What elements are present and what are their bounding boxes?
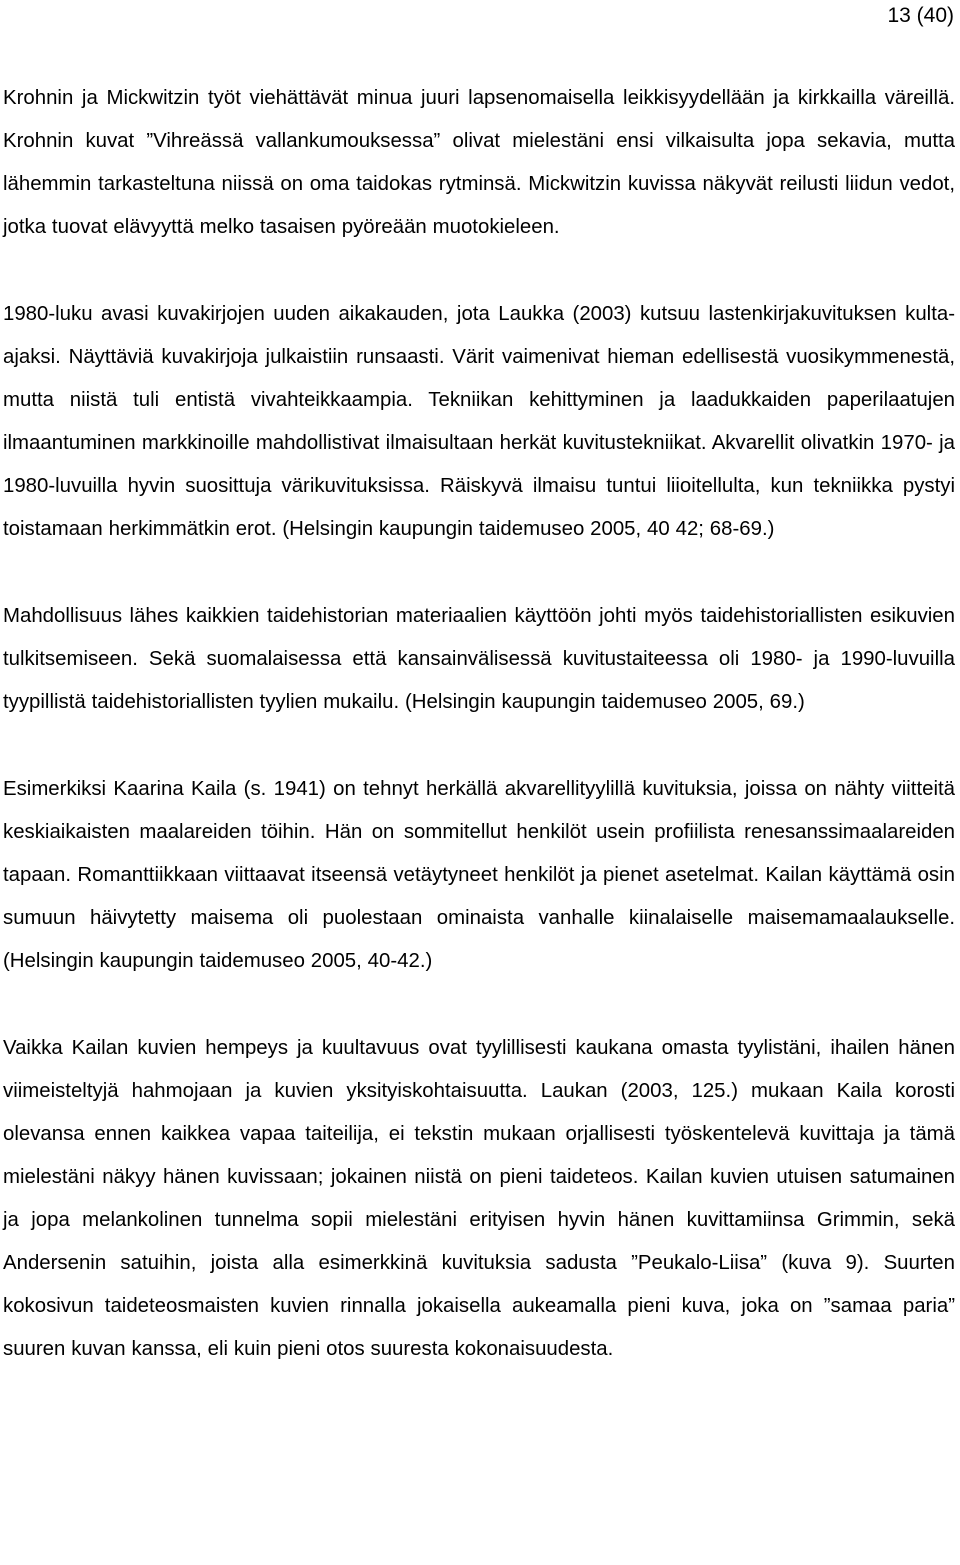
paragraph-art-history-models: Mahdollisuus lähes kaikkien taidehistorian materiaalien käyttöön johti myös taidehistoriallisten esikuvien tulkitsemiseen. Sekä suomalaisessa että kansainvälisessä kuvitustaiteessa oli 1980- ja 1990-luvuilla tyypillistä taidehistoriallisten tyylien mukailu. (Helsingin kaupungin taidemuseo 2005, 69.) — [3, 605, 955, 713]
paragraph-kaila-style: Vaikka Kailan kuvien hempeys ja kuultavuus ovat tyylillisesti kaukana omasta tyylistäni, ihailen hänen viimeisteltyjä hahmojaan ja kuvien yksityiskohtaisuutta. Laukan (2003, 125.) mukaan Kaila korosti olevansa ennen kaikkea vapaa taiteilija, ei tekstin mukaan orjallisesti työskentelevä kuvittaja ja tämä mielestäni näkyy hänen kuvissaan; jokainen niistä on pieni taideteos. Kailan kuvien utuisen satumainen ja jopa melankolinen tunnelma sopii mielestäni erityisen hyvin hänen kuvittamiinsa Grimmin, sekä Andersenin satuihin, joista alla esimerkkinä kuvituksia sadusta ”Peukalo-Liisa” (kuva 9). Suurten kokosivun taideteosmaisten kuvien rinnalla jokaisella aukeamalla pieni kuva, joka on ”samaa paria” suuren kuvan kanssa, eli kuin pieni otos suuresta kokonaisuudesta. — [3, 1037, 955, 1360]
paragraph-kaarina-kaila: Esimerkiksi Kaarina Kaila (s. 1941) on tehnyt herkällä akvarellityylillä kuvituksia, joissa on nähty viitteitä keskiaikaisten maalareiden töihin. Hän on sommitellut henkilöt usein profiilista renesanssimaalareiden tapaan. Romanttiikkaan viittaavat itseensä vetäytyneet henkilöt ja pienet asetelmat. Kailan käyttämä osin sumuun häivytetty maisema oli puolestaan ominaista vanhalle kiinalaiselle maisemamaalaukselle. (Helsingin kaupungin taidemuseo 2005, 40-42.) — [3, 778, 955, 972]
page-number: 13 (40) — [887, 4, 954, 27]
paragraph-1980s-picture-books: 1980-luku avasi kuvakirjojen uuden aikakauden, jota Laukka (2003) kutsuu lastenkirjakuvituksen kulta-ajaksi. Näyttäviä kuvakirjoja julkaistiin runsaasti. Värit vaimenivat hieman edellisestä vuosikymmenestä, mutta niistä tuli entistä vivahteikkaampia. Tekniikan kehittyminen ja laadukkaiden paperilaatujen ilmaantuminen markkinoille mahdollistivat ilmaisultaan herkät kuvitustekniikat. Akvarellit olivatkin 1970- ja 1980-luvuilla hyvin suosittuja värikuvituksissa. Räiskyvä ilmaisu tuntui liioitellulta, kun tekniikka pystyi toistamaan herkimmätkin erot. (Helsingin kaupungin taidemuseo 2005, 40 42; 68-69.) — [3, 303, 955, 540]
body-text — [3, 77, 955, 1371]
paragraph-krohn-mickwitz: Krohnin ja Mickwitzin työt viehättävät minua juuri lapsenomaisella leikkisyydellään ja kirkkailla väreillä. Krohnin kuvat ”Vihreässä vallankumouksessa” olivat mielestäni ensi vilkaisulta jopa sekavia, mutta lähemmin tarkasteltuna niissä on oma taidokas rytminsä. Mickwitzin kuvissa näkyvät reilusti liidun vedot, jotka tuovat elävyyttä melko tasaisen pyöreään muotokieleen. — [3, 87, 955, 238]
